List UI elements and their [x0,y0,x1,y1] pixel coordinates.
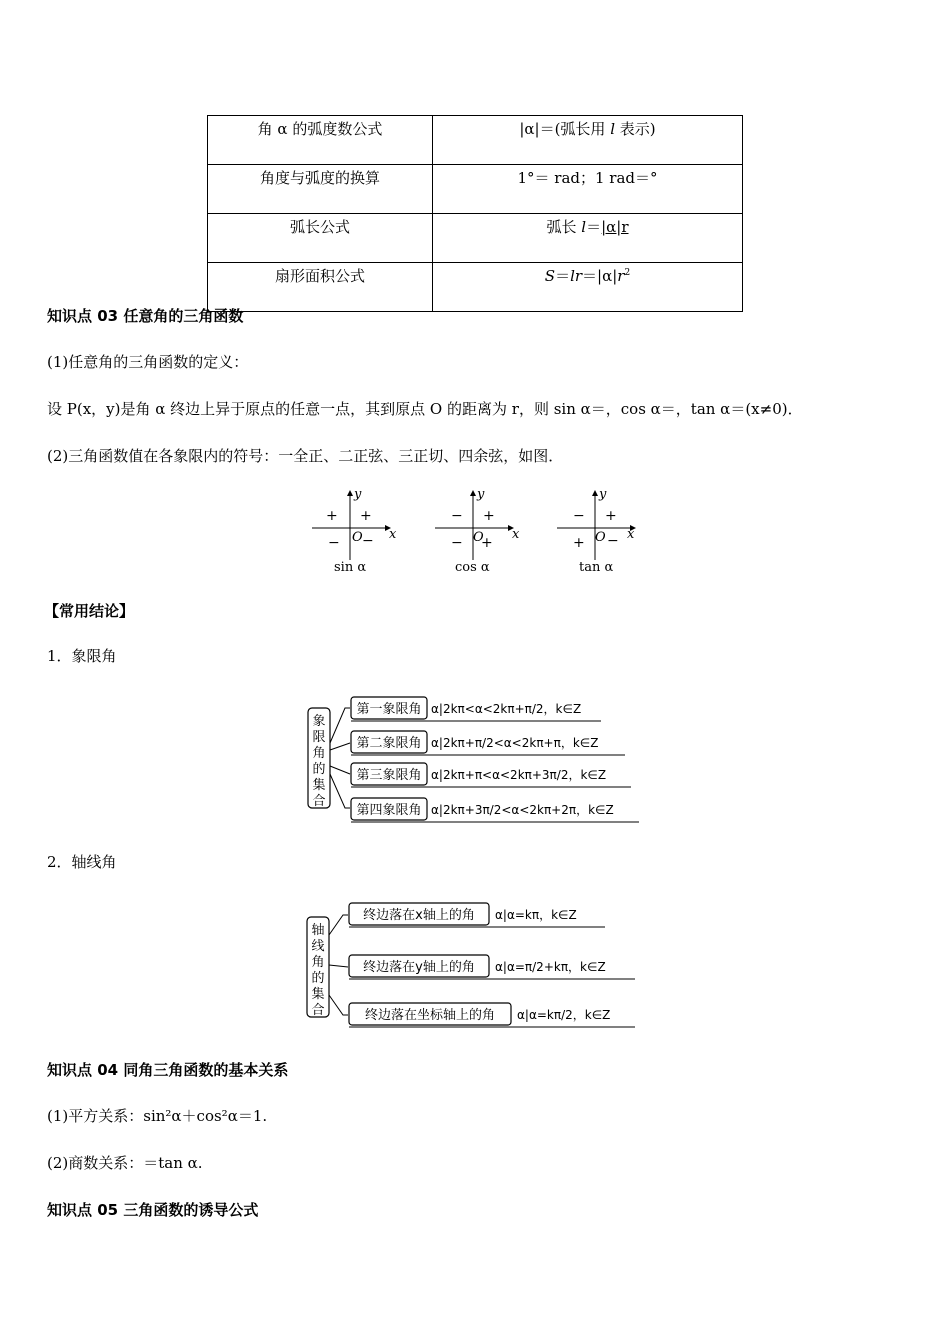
axis-angle-set-diagram [305,895,645,1030]
table-cell-value: 1°＝ rad；1 rad＝° [433,165,743,214]
conclusion-item-1: 1．象限角 [47,647,117,665]
q2-sign: + [326,508,338,524]
table-row [208,263,743,312]
axis-set-expression: α|α=π/2+kπ，k∈Z [495,960,606,974]
conclusions-heading: 【常用结论】 [44,602,135,620]
origin-label: O [595,530,606,545]
kp04-paragraph-1: (1)平方关系：sin²α＋cos²α＝1. [47,1107,268,1125]
sin-sign-diagram [312,487,397,575]
quadrant-set-expression: α|2kπ+3π/2<α<2kπ+2π，k∈Z [431,803,614,817]
q3-sign: − [451,535,463,551]
axis-set-expression: α|α=kπ/2，k∈Z [517,1008,611,1022]
brace-char: 集 [311,987,325,1002]
origin-label: O [473,530,484,545]
kp03-heading: 知识点 03 任意角的三角函数 [47,307,244,325]
brace-char: 角 [312,746,326,761]
brace-char: 的 [311,971,325,986]
diagram-caption: cos α [455,560,490,575]
tan-sign-diagram [557,487,635,575]
table-cell-label: 角 α 的弧度数公式 [208,116,433,165]
kp03-paragraph-2: 设 P(x，y)是角 α 终边上异于原点的任意一点，其到原点 O 的距离为 r，则 sin α＝，cos α＝，tan α＝(x≠0)． [47,400,803,418]
brace-char: 线 [311,939,325,954]
q3-sign: − [328,535,340,551]
kp03-paragraph-1: (1)任意角的三角函数的定义： [47,353,249,371]
q2-sign: − [573,508,585,524]
q3-sign: + [573,535,585,551]
y-axis-label: y [354,487,362,502]
q2-sign: − [451,508,463,524]
q4-sign: − [362,533,374,549]
brace-char: 轴 [311,923,325,938]
table-cell-label: 扇形面积公式 [208,263,433,312]
axis-set-name: 终边落在x轴上的角 [363,908,475,923]
quadrant-set-name: 第三象限角 [356,768,422,783]
table-row [208,165,743,214]
table-cell-value: $S=lr=|\alpha|r^2$ [433,263,743,312]
brace-char: 合 [312,794,326,809]
cos-sign-diagram [435,487,520,575]
diagram-caption: tan α [579,560,614,575]
q1-sign: + [605,508,617,524]
y-axis-label: y [477,487,485,502]
table-cell-value: 弧长 l＝|α|r [433,214,743,263]
axis-set-name: 终边落在坐标轴上的角 [364,1008,496,1023]
conclusion-item-2: 2．轴线角 [47,853,117,871]
brace-char: 角 [311,955,325,970]
kp05-heading: 知识点 05 三角函数的诱导公式 [47,1201,259,1219]
brace-char: 集 [312,778,326,793]
quadrant-set-expression: α|2kπ+π/2<α<2kπ+π，k∈Z [431,736,599,750]
x-axis-label: x [627,527,635,542]
table-row [208,214,743,263]
y-axis-label: y [599,487,607,502]
x-axis-label: x [512,527,520,542]
brace-char: 象 [312,714,326,729]
radian-formula-table [207,115,743,312]
quadrant-sign-diagrams [300,485,650,580]
axis-set-expression: α|α=kπ，k∈Z [495,908,577,922]
q1-sign: + [360,508,372,524]
kp04-heading: 知识点 04 同角三角函数的基本关系 [47,1061,289,1079]
q4-sign: + [481,535,493,551]
quadrant-set-name: 第二象限角 [356,736,422,751]
table-cell-label: 角度与弧度的换算 [208,165,433,214]
brace-char: 限 [312,730,326,745]
kp04-paragraph-2: (2)商数关系：＝tan α. [47,1154,203,1172]
q4-sign: − [607,533,619,549]
table-row [208,116,743,165]
brace-char: 的 [312,762,326,777]
quadrant-set-name: 第四象限角 [356,803,422,818]
quadrant-set-name: 第一象限角 [356,702,422,717]
origin-label: O [352,530,363,545]
axis-set-name: 终边落在y轴上的角 [363,960,475,975]
brace-char: 合 [311,1003,325,1018]
kp03-paragraph-3: (2)三角函数值在各象限内的符号：一全正、二正弦、三正切、四余弦，如图． [47,447,564,465]
quadrant-angle-set-diagram [305,688,645,823]
quadrant-set-expression: α|2kπ+π<α<2kπ+3π/2，k∈Z [431,768,607,782]
quadrant-set-expression: α|2kπ<α<2kπ+π/2，k∈Z [431,702,582,716]
table-cell-label: 弧长公式 [208,214,433,263]
x-axis-label: x [389,527,397,542]
diagram-caption: sin α [334,560,367,575]
q1-sign: + [483,508,495,524]
table-cell-value: |α|＝(弧长用 l 表示) [433,116,743,165]
